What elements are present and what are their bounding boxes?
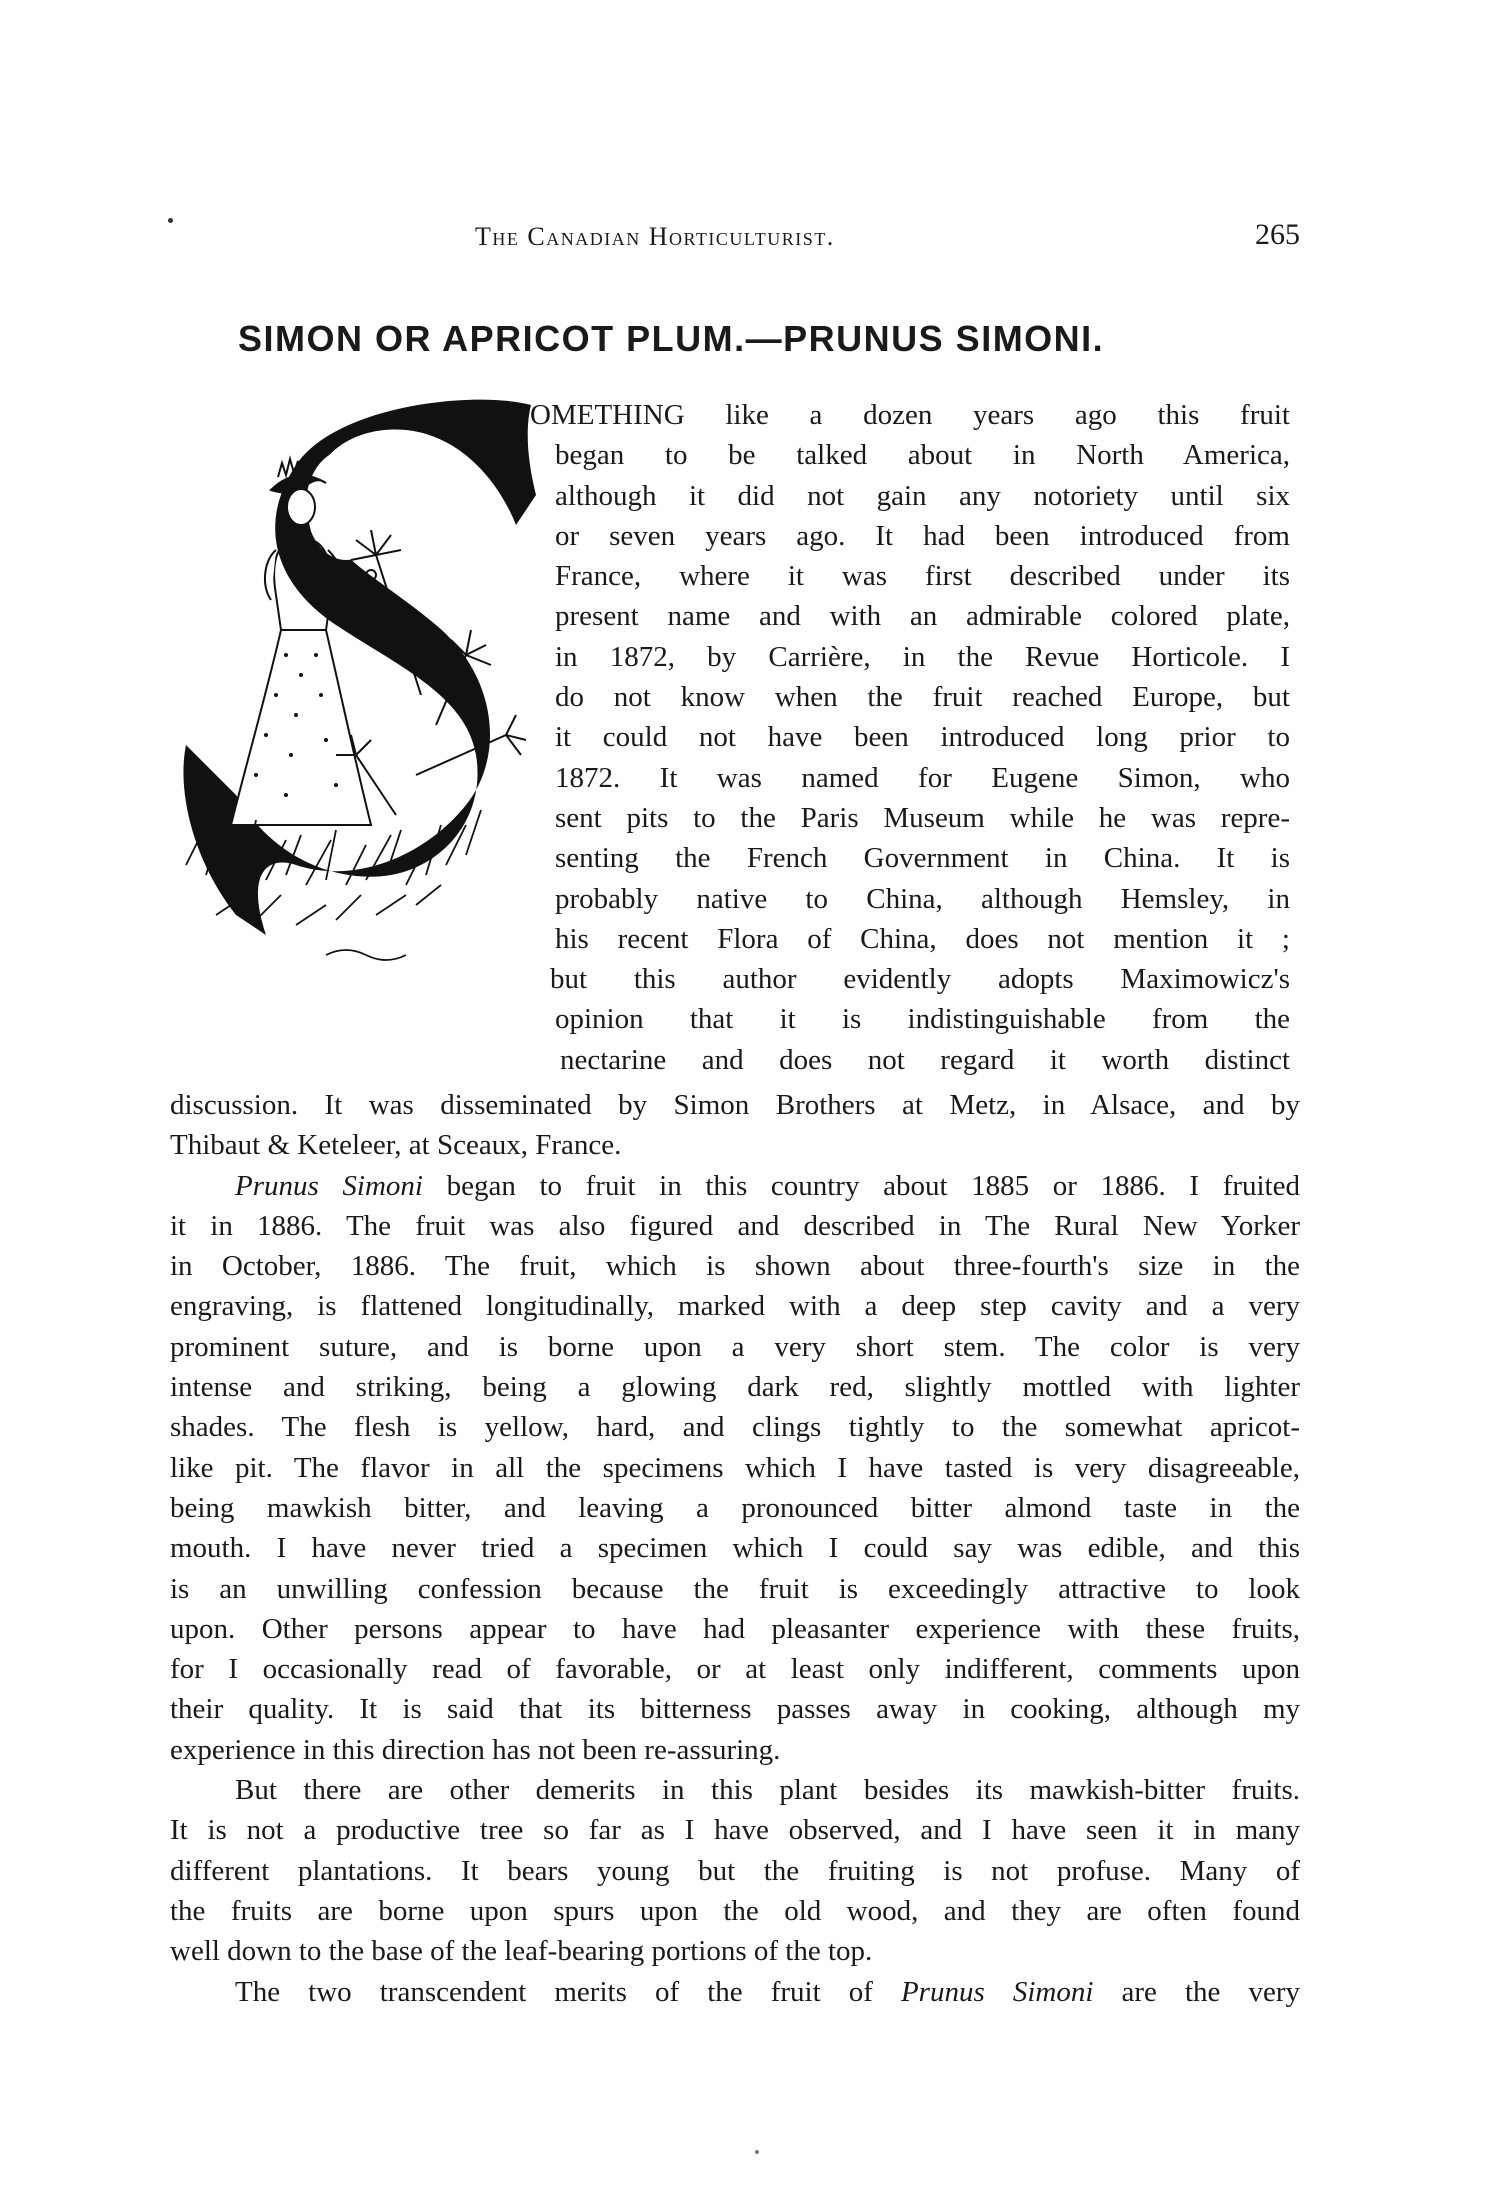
ornamental-initial-s-icon (176, 395, 586, 1055)
text-line: like pit. The flavor in all the specimens which I have tasted is very disagreeable, (170, 1451, 1300, 1484)
text-line: 1872. It was named for Eugene Simon, who (555, 761, 1290, 794)
text-line: the fruits are borne upon spurs upon the old wood, and they are often found (170, 1894, 1300, 1927)
text-line: OMETHING like a dozen years ago this fruit (530, 399, 1290, 431)
text-line: prominent suture, and is borne upon a very short stem. The color is very (170, 1330, 1300, 1363)
text-line: But there are other demerits in this plant besides its mawkish-bitter fruits. (235, 1774, 1300, 1807)
text-line: being mawkish bitter, and leaving a pronounced bitter almond taste in the (170, 1491, 1300, 1524)
text-line: upon. Other persons appear to have had pleasanter experience with these fruits, (170, 1612, 1300, 1645)
text-line: do not know when the fruit reached Europe, but (555, 681, 1290, 714)
running-head (170, 218, 1300, 262)
journal-title: The Canadian Horticulturist. (475, 222, 835, 251)
text-line: nectarine and does not regard it worth distinct (560, 1043, 1290, 1076)
species-name-italic: Prunus Simoni (235, 1169, 423, 1202)
text-line: in October, 1886. The fruit, which is shown about three-fourth's size in the (170, 1250, 1300, 1283)
text-line: France, where it was first described under its (555, 560, 1290, 593)
species-name-italic: Prunus Simoni (900, 1975, 1094, 2008)
text-line: it in 1886. The fruit was also figured and described in The Rural New Yorker (170, 1209, 1300, 1242)
text-line: Thibaut & Keteleer, at Sceaux, France. (170, 1129, 622, 1162)
text-line: is an unwilling confession because the fruit is exceedingly attractive to look (170, 1572, 1300, 1605)
text-line: opinion that it is indistinguishable from the (555, 1003, 1290, 1036)
text-line: engraving, is flattened longitudinally, marked with a deep step cavity and a very (170, 1290, 1300, 1323)
text-line: began to be talked about in North America, (555, 439, 1290, 472)
text-line: intense and striking, being a glowing dark red, slightly mottled with lighter (170, 1371, 1300, 1404)
text-line: well down to the base of the leaf-bearing portions of the top. (170, 1935, 873, 1968)
paragraph-start-line: The two transcendent merits of the fruit of Prunus Simoni are the very (235, 1975, 1301, 2008)
text-line: It is not a productive tree so far as I have observed, and I have seen it in many (170, 1814, 1300, 1847)
body-text (170, 1085, 1300, 2012)
text-line: although it did not gain any notoriety until six (555, 479, 1290, 512)
text-line: their quality. It is said that its bitterness passes away in cooking, although my (170, 1693, 1300, 1726)
text-line: mouth. I have never tried a specimen which I could say was edible, and this (170, 1532, 1300, 1565)
text-line: his recent Flora of China, does not mention it ; (555, 922, 1290, 955)
text-line: sent pits to the Paris Museum while he was repre- (555, 801, 1290, 834)
drop-cap-illustration (176, 395, 586, 1055)
intro-paragraph (530, 395, 1290, 1080)
text-line: in 1872, by Carrière, in the Revue Horticole. I (555, 640, 1290, 673)
text-line: different plantations. It bears young but the fruiting is not profuse. Many of (170, 1854, 1300, 1887)
page-mark (755, 2150, 759, 2154)
text-line: experience in this direction has not been re-assuring. (170, 1733, 781, 1766)
text-line: but this author evidently adopts Maximowicz's (550, 963, 1290, 996)
page-number: 265 (1255, 218, 1300, 251)
text-line: it could not have been introduced long prior to (555, 721, 1290, 754)
text-line: senting the French Government in China. It is (555, 842, 1290, 875)
text-line: shades. The flesh is yellow, hard, and clings tightly to the somewhat apricot- (170, 1411, 1300, 1444)
text-line: or seven years ago. It had been introduced from (555, 519, 1290, 552)
article-title: SIMON OR APRICOT PLUM.—PRUNUS SIMONI. (238, 318, 1105, 359)
paragraph-start-line: Prunus Simoni began to fruit in this country about 1885 or 1886. I fruited (235, 1169, 1300, 1202)
text-line: for I occasionally read of favorable, or at least only indifferent, comments upon (170, 1653, 1300, 1686)
text-line: present name and with an admirable colored plate, (555, 600, 1290, 633)
text-line: probably native to China, although Hemsley, in (555, 882, 1290, 915)
text-line: discussion. It was disseminated by Simon Brothers at Metz, in Alsace, and by (170, 1089, 1300, 1121)
